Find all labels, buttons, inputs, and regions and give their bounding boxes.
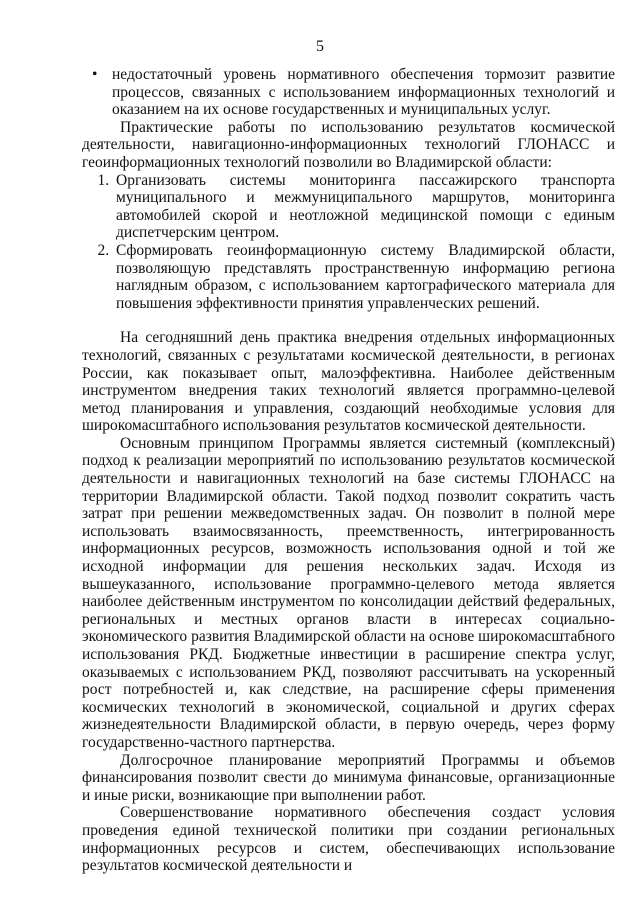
document-body [82,66,615,875]
paragraph-2: Основным принципом Программы является системный (комплексный) подход к реализации мероприятий по использованию результатов космической деятельности и навигационных технологий на базе системы ГЛОНАСС на территории Владимирской области. Такой подход позволит сократить часть затрат при решении межведомственных задач. Он позволит в полной мере использовать взаимосвязанность, преемственность, интегрированность информационных ресурсов, возможность использования одной и той же исходной информации для решения нескольких задач. Исходя из вышеуказанного, использование программно-целевого метода является наиболее действенным инструментом по консолидации действий федеральных, региональных и местных органов власти в интересах социально-экономического развития Владимирской области на основе широкомасштабного использования РКД. Бюджетные инвестиции в расширение спектра услуг, оказываемых с использованием РКД, позволяют рассчитывать на ускоренный рост потребностей и, как следствие, на расширение сферы применения космических технологий в экономической, социальной и других сферах жизнедеятельности Владимирской области, в первую очередь, через форму государственно-частного партнерства. [82,434,615,751]
numbered-item-2: 2. Сформировать геоинформационную систему Владимирской области, позволяющую представлять пространственную информацию региона наглядным образом, с использованием картографического материала для повышения эффективности принятия управленческих решений. [113,242,615,312]
paragraph-1: На сегодняшний день практика внедрения отдельных информационных технологий, связанных с результатами космической деятельности, в регионах России, как показывает опыт, малоэффективна. Наиболее действенным инструментом внедрения таких технологий является программно-целевой метод планирования и управления, создающий необходимые условия для широкомасштабного использования результатов космической деятельности. [82,329,615,435]
numbered-list [82,172,615,313]
intro-paragraph: Практические работы по использованию результатов космической деятельности, навигационно-информационных технологий ГЛОНАСС и геоинформационных технологий позволили во Владимирской области: [82,118,615,171]
bullet-icon: • [92,66,98,83]
numbered-item-1: 1. Организовать системы мониторинга пассажирского транспорта муниципального и межмуниципального маршрутов, мониторинга автомобилей скорой и неотложной медицинской помощи с единым диспетчерским центром. [113,172,615,242]
paragraph-3: Долгосрочное планирование мероприятий Программы и объемов финансирования позволит свести до минимума финансовые, организационные и иные риски, возникающие при выполнении работ. [82,751,615,804]
bullet-item [82,66,615,119]
spacer [82,312,615,329]
bullet-text: недостаточный уровень нормативного обеспечения тормозит развитие процессов, связанных с использованием информационных технологий и оказанием на их основе государственных и муниципальных услуг. [112,66,615,119]
page-number: 5 [316,38,324,55]
paragraph-4: Совершенствование нормативного обеспечения создаст условия проведения единой технической политики при создании региональных информационных ресурсов и систем, обеспечивающих использование результатов космической деятельности и [82,804,615,875]
